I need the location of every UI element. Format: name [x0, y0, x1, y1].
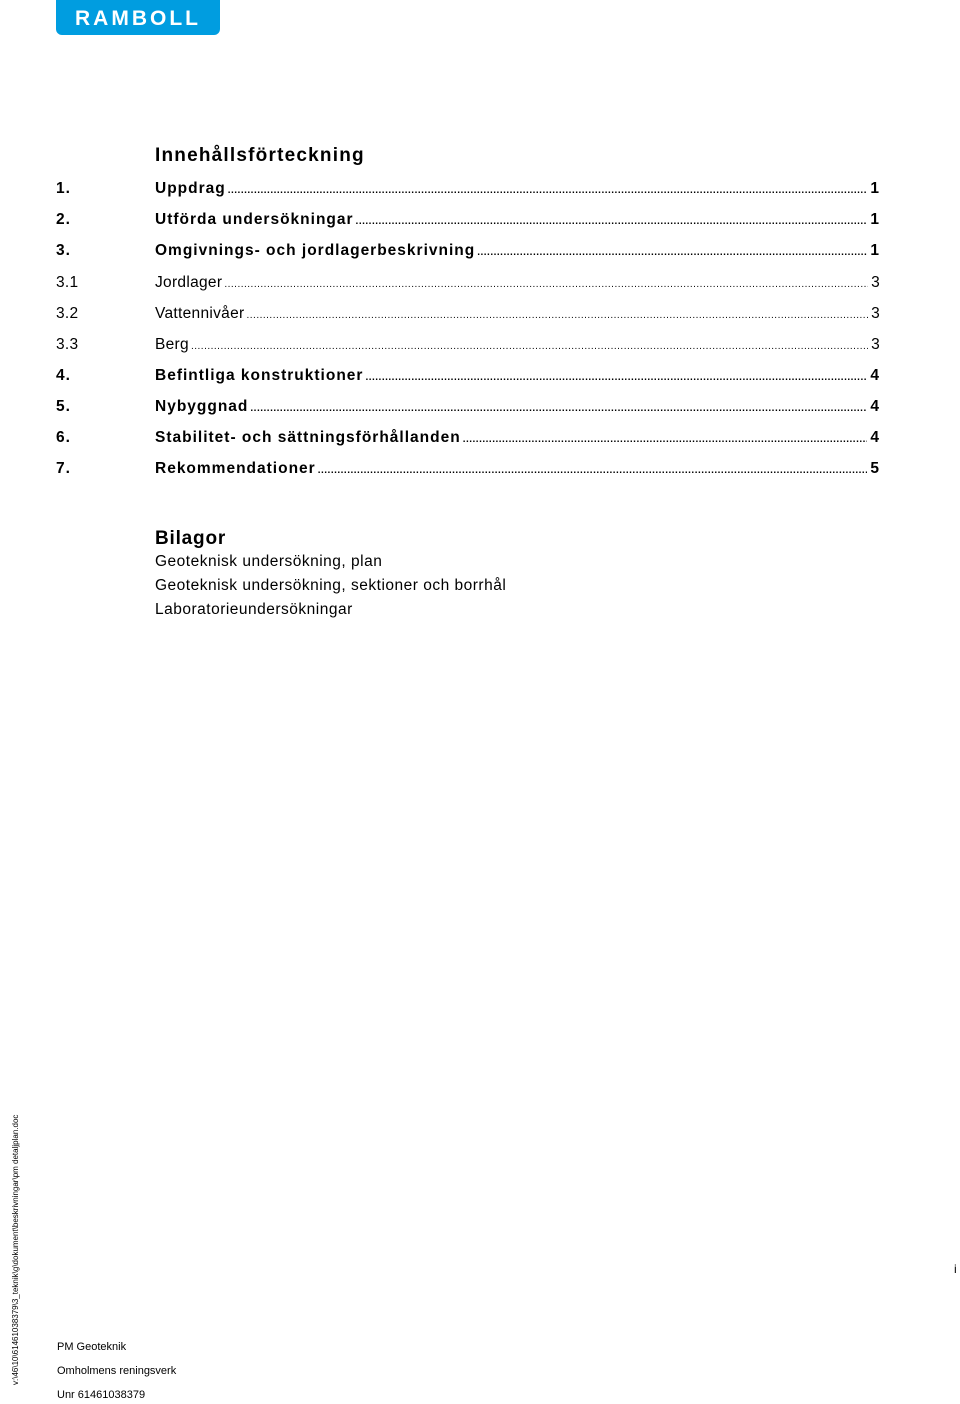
toc-leader-dots	[477, 242, 867, 264]
toc-entry-1[interactable]	[56, 178, 880, 200]
toc-entry-title: Utförda undersökningar	[155, 211, 354, 228]
toc-entry-4[interactable]	[56, 365, 880, 387]
toc-entry-number: 4.	[56, 367, 71, 384]
toc-entry-number: 3.1	[56, 274, 79, 291]
toc-entry-page: 3	[871, 305, 880, 322]
toc-entry-number: 3.2	[56, 305, 79, 322]
toc-entry-number: 2.	[56, 211, 71, 228]
toc-entry-title: Jordlager	[155, 274, 223, 291]
toc-entry-number: 3.	[56, 242, 71, 259]
footer-project-name: Omholmens reningsverk	[57, 1365, 177, 1377]
ramboll-logo	[56, 0, 220, 35]
toc-entry-title: Nybyggnad	[155, 398, 249, 415]
toc-entry-title: Uppdrag	[155, 180, 226, 197]
toc-leader-dots	[365, 367, 867, 389]
toc-leader-dots	[191, 336, 868, 358]
toc-entry-page: 3	[871, 274, 880, 291]
bilaga-item: Geoteknisk undersökning, plan	[155, 553, 383, 570]
footer-document-type: PM Geoteknik	[57, 1341, 127, 1353]
toc-entry-page: 5	[870, 460, 880, 477]
toc-entry-title: Rekommendationer	[155, 460, 316, 477]
toc-entry-page: 1	[870, 211, 880, 228]
toc-heading: Innehållsförteckning	[155, 145, 365, 166]
toc-entry-page: 1	[870, 242, 880, 259]
toc-entry-3[interactable]	[56, 240, 880, 262]
file-path-text: v:\46\10\61461038379\3_teknik\g\dokument\beskrivningar\pm detaljplan.doc	[11, 1114, 20, 1385]
toc-leader-dots	[246, 305, 868, 327]
toc-entry-page: 3	[871, 336, 880, 353]
page-number: i	[954, 1262, 957, 1276]
toc-entry-page: 1	[870, 180, 880, 197]
toc-entry-6[interactable]	[56, 427, 880, 449]
toc-entry-title: Omgivnings- och jordlagerbeskrivning	[155, 242, 476, 259]
toc-entry-title: Befintliga konstruktioner	[155, 367, 364, 384]
bilaga-item: Laboratorieundersökningar	[155, 601, 353, 618]
toc-entry-number: 7.	[56, 460, 71, 477]
toc-entry-title: Berg	[155, 336, 189, 353]
toc-entry-title: Vattennivåer	[155, 305, 245, 322]
toc-entry-number: 1.	[56, 180, 71, 197]
toc-entry-number: 3.3	[56, 336, 79, 353]
bilagor-heading: Bilagor	[155, 528, 227, 549]
toc-entry-2[interactable]	[56, 209, 880, 231]
logo-text: RAMBOLL	[75, 6, 201, 30]
toc-entry-3-3[interactable]	[56, 334, 880, 356]
footer-project-number: Unr 61461038379	[57, 1389, 146, 1401]
toc-entry-page: 4	[870, 367, 880, 384]
toc-entry-title: Stabilitet- och sättningsförhållanden	[155, 429, 461, 446]
toc-leader-dots	[318, 460, 868, 482]
toc-entry-number: 6.	[56, 429, 71, 446]
toc-leader-dots	[224, 274, 868, 296]
toc-entry-page: 4	[870, 429, 880, 446]
toc-entry-7[interactable]	[56, 458, 880, 480]
toc-entry-5[interactable]	[56, 396, 880, 418]
file-path-margin	[0, 1095, 20, 1385]
toc-entry-3-2[interactable]	[56, 303, 880, 325]
toc-leader-dots	[356, 211, 868, 233]
toc-leader-dots	[228, 180, 868, 202]
toc-entry-number: 5.	[56, 398, 71, 415]
toc-leader-dots	[463, 429, 868, 451]
toc-entry-page: 4	[870, 398, 880, 415]
toc-entry-3-1[interactable]	[56, 272, 880, 294]
bilaga-item: Geoteknisk undersökning, sektioner och borrhål	[155, 577, 507, 594]
toc-leader-dots	[250, 398, 867, 420]
